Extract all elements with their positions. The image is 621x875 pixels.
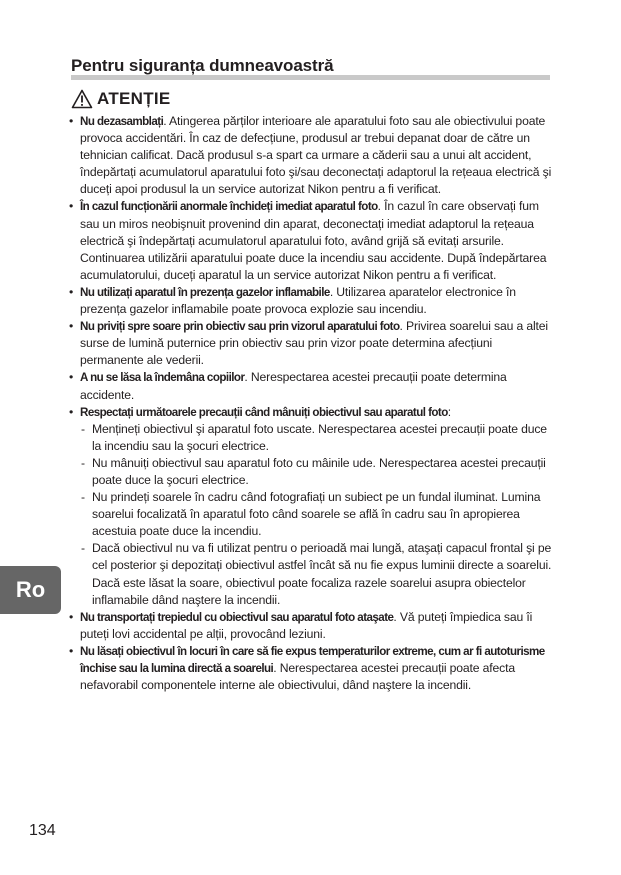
sub-item-text: Nu prindeți soarele în cadru când fotografiați un subiect pe un fundal iluminat. Lumina soarelui focalizată în aparatul foto când soarele se află în cadru sau în apropierea acestuia poate duce la incendiu. bbox=[92, 490, 541, 539]
item-text: . În cazul în care observați fum sau un miros neobişnuit provenind din aparat, deconectați imediat adaptorul la rețeaua electrică şi îndepărtați acumulatorul aparatului foto, având grijă să evitați arsurile. Continuarea utilizării aparatului poate duce la incendiu sau accidente. După îndepărtarea acumulatorului, duceți aparatul la un service autorizat Nikon pentru a fi verificat. bbox=[80, 199, 547, 282]
caution-heading bbox=[71, 88, 171, 110]
list-item bbox=[68, 318, 552, 369]
bullet: • bbox=[69, 319, 74, 334]
item-lead: Nu utilizați aparatul în prezența gazelor inflamabile bbox=[80, 285, 330, 299]
bullet: • bbox=[69, 609, 74, 624]
warning-triangle-icon bbox=[71, 89, 93, 109]
item-text: . Privirea soarelui sau a altei surse de lumină puternice prin obiectiv sau prin vizor poate determina afecțiuni permanente ale vederii. bbox=[80, 319, 548, 368]
item-text: . Nerespectarea acestei precauții poate determina accidente. bbox=[80, 370, 507, 402]
page-number: 134 bbox=[29, 822, 56, 839]
item-lead: Nu dezasamblați bbox=[80, 115, 164, 128]
list-item bbox=[68, 404, 552, 609]
dash: - bbox=[81, 490, 85, 505]
language-tab: Ro bbox=[0, 566, 61, 614]
dash: - bbox=[81, 541, 85, 556]
sub-list-item bbox=[80, 540, 552, 608]
list-item bbox=[68, 643, 552, 694]
item-lead: În cazul funcționării anormale închideți imediat aparatul foto bbox=[80, 200, 378, 214]
item-text: . Atingerea părților interioare ale aparatului foto sau ale obiectivului poate provoca accidentări. În caz de defecțiune, produsul ar trebui depanat doar de către un tehnician calificat. Dacă produsul s-a spart ca urmare a căderii sau a unui alt accident, îndepărtați acumulatorul aparatului foto şi/sau deconectați adaptorul la rețeaua electrică şi duceți apoi produsul la un service autorizat Nikon pentru a fi verificat. bbox=[80, 114, 552, 197]
list-item bbox=[68, 198, 552, 283]
list-item bbox=[68, 113, 552, 198]
item-lead: A nu se lăsa la îndemâna copiilor bbox=[80, 371, 245, 385]
item-lead: Nu priviți spre soare prin obiectiv sau prin vizorul aparatului foto bbox=[80, 320, 400, 334]
bullet: • bbox=[69, 114, 74, 128]
caution-label: ATENȚIE bbox=[97, 89, 171, 108]
sub-list-item bbox=[80, 421, 552, 455]
bullet: • bbox=[69, 199, 74, 214]
list-item bbox=[68, 284, 552, 318]
bullet: • bbox=[69, 643, 74, 658]
item-text: . Utilizarea aparatelor electronice în prezența gazelor inflamabile poate provoca explozie sau incendiu. bbox=[80, 284, 516, 317]
sub-list-item bbox=[80, 489, 552, 540]
sub-item-text: Nu mânuiți obiectivul sau aparatul foto cu mâinile ude. Nerespectarea acestei precauții poate duce la şocuri electrice. bbox=[92, 455, 546, 487]
page-title: Pentru siguranța dumneavoastră bbox=[71, 56, 334, 75]
list-item bbox=[68, 369, 552, 403]
bullet: • bbox=[69, 284, 74, 299]
dash: - bbox=[81, 421, 85, 436]
item-lead: Nu lăsați obiectivul în locuri în care să fie expus temperaturilor extreme, cum ar fi autoturisme închise sau la lumina directă a soarelui bbox=[80, 644, 545, 675]
dash: - bbox=[81, 455, 85, 470]
title-underline bbox=[71, 75, 550, 80]
item-text: . Nerespectarea acestei precauții poate afecta nefavorabil componentele interne ale obiectivului, dând naştere la incendii. bbox=[80, 661, 515, 693]
bullet: • bbox=[69, 404, 74, 419]
bullet: • bbox=[69, 370, 74, 385]
sub-list-item bbox=[80, 455, 552, 489]
item-text: : bbox=[447, 404, 452, 419]
list-item bbox=[68, 609, 552, 643]
sub-item-text: Dacă obiectivul nu va fi utilizat pentru o perioadă mai lungă, ataşați capacul frontal şi pe cel posterior şi depozitați obiectivul astfel încât să nu fie expus luminii directe a soarelui. Dacă este lăsat la soare, obiectivul poate focaliza razele soarelui asupra obiectelor inflamabile dând naştere la incendii. bbox=[92, 541, 552, 607]
item-lead: Respectați următoarele precauții când mânuiți obiectivul sau aparatul foto bbox=[80, 405, 448, 419]
caution-list bbox=[68, 113, 552, 694]
item-text: . Vă puteți împiedica sau îi puteți lovi accidental pe alții, provocând leziuni. bbox=[80, 609, 533, 641]
sub-item-text: Mențineți obiectivul şi aparatul foto uscate. Nerespectarea acestei precauții poate duce la incendiu sau la şocuri electrice. bbox=[92, 421, 547, 453]
item-lead: Nu transportați trepiedul cu obiectivul sau aparatul foto ataşate bbox=[80, 610, 394, 624]
